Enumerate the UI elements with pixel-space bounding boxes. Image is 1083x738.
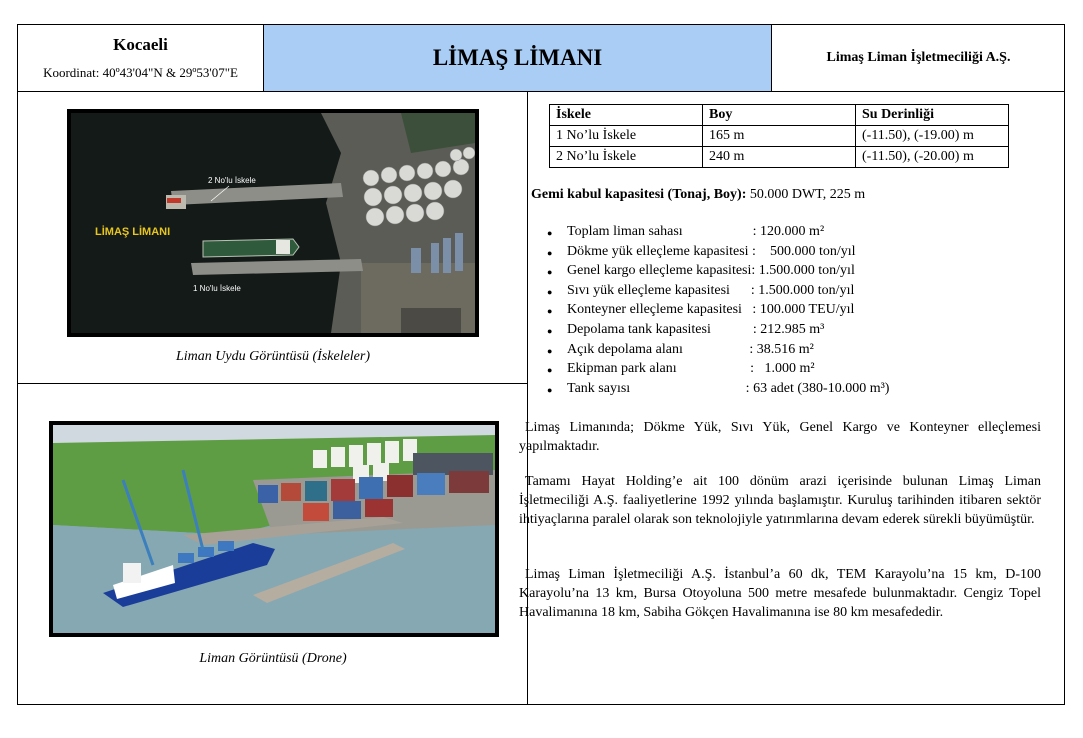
list-item: ● Sıvı yük elleçleme kapasitesi : 1.500.000 ton/yıl xyxy=(547,283,889,303)
list-item: ● Konteyner elleçleme kapasitesi : 100.000 TEU/yıl xyxy=(547,302,889,322)
history-paragraph: Tamamı Hayat Holding’e ait 100 dönüm arazi içerisinde bulunan Limaş Liman İşletmeciliği A.Ş. faaliyetlerine 1992 yılında başlamıştır. Kuruluş tarihinden itibaren sektör ihtiyaçlarına paralel olarak son teknolojiyle yatırımlarına devam ederek sürekli büyümüştür. xyxy=(519,474,1041,527)
location-paragraph: Limaş Liman İşletmeciliği A.Ş. İstanbul’a 60 dk, TEM Karayolu’na 15 km, D-100 Karayolu’na 13 km, Bursa Otoyoluna 500 metre mesafede bulunmaktadır. Cengiz Topel Havalimanına 18 km, Sabiha Gökçen Havalimanına ise 80 km mesafededir. xyxy=(519,567,1041,620)
column-header: Boy xyxy=(703,105,856,126)
pier1-label: 1 No'lu İskele xyxy=(193,284,241,293)
ship-capacity-value: 50.000 DWT, 225 m xyxy=(746,187,866,202)
list-item: ● Açık depolama alanı : 38.516 m² xyxy=(547,342,889,362)
pier-table-header xyxy=(550,105,1009,126)
satellite-caption: Liman Uydu Görüntüsü (İskeleler) xyxy=(175,349,371,364)
pier-name: 2 No’lu İskele xyxy=(550,147,703,168)
photo-divider xyxy=(18,383,528,384)
table-row xyxy=(550,126,1009,147)
list-item: ● Ekipman park alanı : 1.000 m² xyxy=(547,361,889,381)
city-name: Kocaeli xyxy=(113,35,168,54)
column-header: Su Derinliği xyxy=(856,105,1009,126)
pier-length: 240 m xyxy=(703,147,856,168)
drone-image xyxy=(49,421,499,637)
list-item: ● Toplam liman sahası : 120.000 m² xyxy=(547,224,889,244)
list-item: ● Dökme yük elleçleme kapasitesi : 500.000 ton/yıl xyxy=(547,244,889,264)
pier-depth: (-11.50), (-19.00) m xyxy=(856,126,1009,147)
page-title: LİMAŞ LİMANI xyxy=(264,25,772,91)
satellite-port-label: LİMAŞ LİMANI xyxy=(95,226,171,238)
list-item: ● Genel kargo elleçleme kapasitesi: 1.500.000 ton/yıl xyxy=(547,263,889,283)
list-item: ● Depolama tank kapasitesi : 212.985 m³ xyxy=(547,322,889,342)
pier-table xyxy=(549,104,1009,168)
ship-capacity-label: Gemi kabul kapasitesi (Tonaj, Boy): xyxy=(531,187,747,202)
pier2-label: 2 No'lu İskele xyxy=(208,176,256,185)
drone-caption: Liman Görüntüsü (Drone) xyxy=(199,651,347,666)
coordinates: Koordinat: 40º43'04"N & 29º53'07"E xyxy=(43,65,238,80)
cargo-paragraph: Limaş Limanında; Dökme Yük, Sıvı Yük, Genel Kargo ve Konteyner elleçlemesi yapılmaktadır. xyxy=(519,420,1041,454)
pier-name: 1 No’lu İskele xyxy=(550,126,703,147)
ship-capacity xyxy=(531,187,865,203)
table-row xyxy=(550,147,1009,168)
spec-list xyxy=(547,224,889,400)
operator-name: Limaş Liman İşletmeciliği A.Ş. xyxy=(826,50,1011,65)
column-header: İskele xyxy=(550,105,703,126)
list-item: ● Tank sayısı : 63 adet (380-10.000 m³) xyxy=(547,381,889,401)
header-divider xyxy=(18,91,1064,92)
pier-depth: (-11.50), (-20.00) m xyxy=(856,147,1009,168)
location-header xyxy=(18,25,264,91)
satellite-image xyxy=(67,109,479,337)
pier-length: 165 m xyxy=(703,126,856,147)
